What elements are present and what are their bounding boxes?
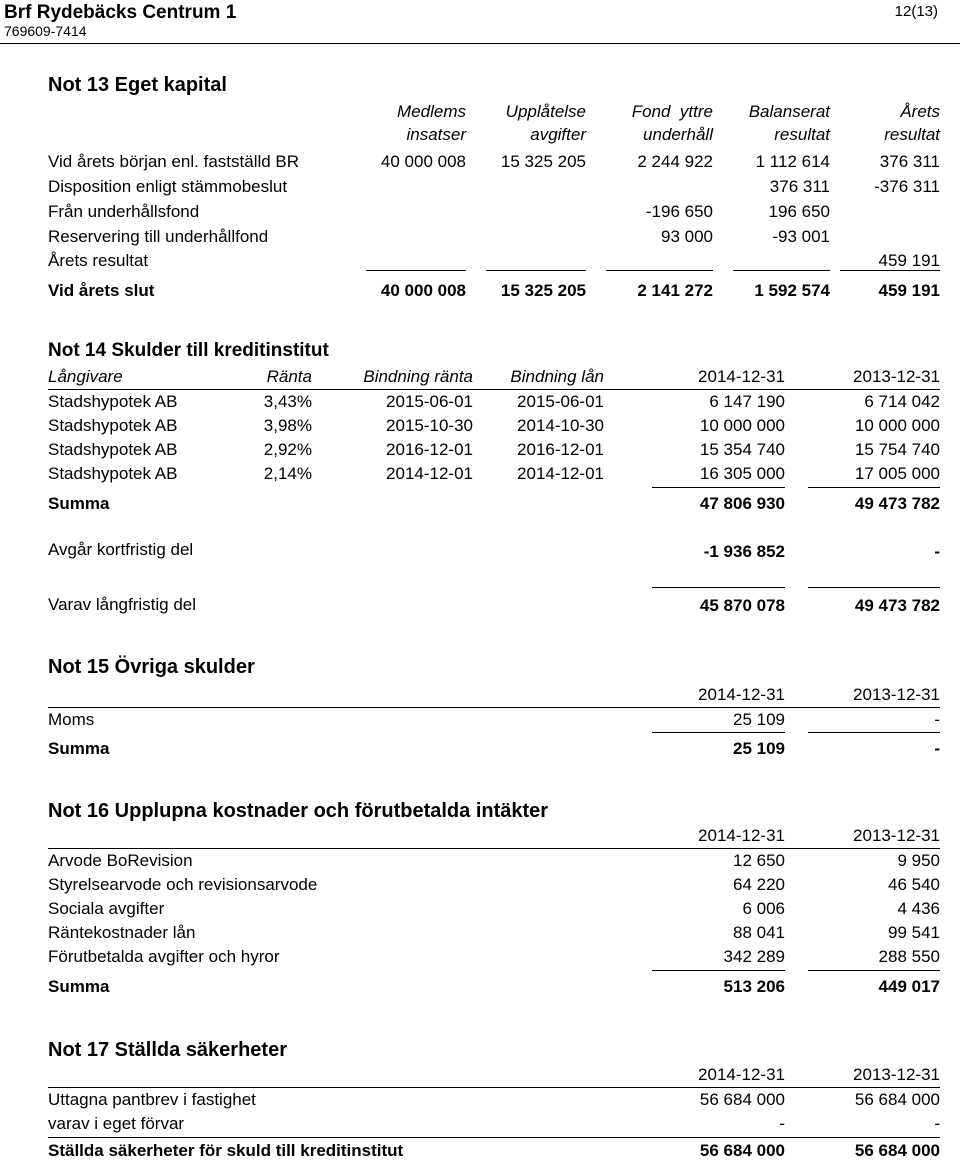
cell: 2016-12-01 (517, 440, 604, 459)
cell: 4 436 (897, 899, 940, 918)
note16-title: Not 16 Upplupna kostnader och förutbetalda intäkter (48, 800, 549, 822)
cell: 12 650 (733, 851, 785, 870)
sum-line (840, 270, 940, 271)
sum-line (808, 970, 940, 971)
cell: 2 244 922 (637, 152, 713, 171)
col-header: resultat (884, 125, 940, 144)
cell: 15 354 740 (699, 440, 785, 459)
row-label: varav i eget förvar (48, 1114, 185, 1133)
row-label: Sociala avgifter (48, 899, 165, 918)
cell: 376 311 (769, 177, 830, 196)
row-label: Arvode BoRevision (48, 851, 193, 870)
cell: 2 141 272 (637, 281, 713, 300)
cell: - (934, 542, 940, 561)
cell: 342 289 (723, 947, 785, 966)
sum-line (808, 587, 940, 588)
row-label: Från underhållsfond (48, 202, 200, 221)
sum-line (652, 587, 785, 588)
header-underline (48, 389, 940, 390)
row-label: Stadshypotek AB (48, 416, 178, 435)
row-label: Förutbetalda avgifter och hyror (48, 947, 280, 966)
note15-title: Not 15 Övriga skulder (48, 656, 255, 678)
cell: -196 650 (645, 202, 713, 221)
col-header: Årets (900, 102, 940, 121)
cell: - (934, 739, 940, 758)
cell: 56 684 000 (854, 1141, 940, 1160)
cell: 6 714 042 (864, 392, 940, 411)
cell: 1 592 574 (754, 281, 830, 300)
cell: 376 311 (879, 152, 940, 171)
row-label: Disposition enligt stämmobeslut (48, 177, 288, 196)
cell: 64 220 (733, 875, 785, 894)
col-header: Balanserat (748, 102, 830, 121)
cell: 9 950 (897, 851, 940, 870)
organization-name: Brf Rydebäcks Centrum 1 (4, 2, 237, 23)
cell: 25 109 (733, 739, 785, 758)
col-header: underhåll (643, 125, 713, 144)
cell: 15 325 205 (500, 152, 586, 171)
col-header: Fond yttre (631, 102, 713, 121)
cell: 17 005 000 (854, 464, 940, 483)
cell: 288 550 (878, 947, 940, 966)
cell: 49 473 782 (854, 494, 940, 513)
col-header: 2014-12-31 (698, 685, 785, 704)
col-header: Medlems (397, 102, 466, 121)
cell: 10 000 000 (854, 416, 940, 435)
cell: 15 754 740 (854, 440, 940, 459)
cell: 513 206 (723, 977, 785, 996)
cell: 56 684 000 (854, 1090, 940, 1109)
col-header: Långivare (48, 367, 123, 386)
cell: 6 147 190 (709, 392, 785, 411)
cell: 1 112 614 (755, 152, 830, 171)
col-header: 2014-12-31 (698, 1065, 785, 1084)
cell: 2014-12-01 (386, 464, 473, 483)
cell: -376 311 (874, 177, 940, 196)
cell: - (779, 1114, 785, 1133)
cell: 2,92% (263, 440, 312, 459)
organization-number: 769609-7414 (4, 23, 87, 39)
cell: 2016-12-01 (386, 440, 473, 459)
cell: 10 000 000 (699, 416, 785, 435)
cell: -93 001 (772, 227, 830, 246)
row-label: Moms (48, 710, 95, 729)
sum-line (652, 732, 785, 733)
row-label: Stadshypotek AB (48, 440, 178, 459)
row-label: Avgår kortfristig del (48, 540, 194, 559)
cell: 56 684 000 (699, 1141, 785, 1160)
col-header: 2014-12-31 (698, 826, 785, 845)
col-header: 2013-12-31 (853, 685, 940, 704)
cell: 2015-10-30 (386, 416, 473, 435)
row-label: Stadshypotek AB (48, 392, 178, 411)
note13-title: Not 13 Eget kapital (48, 74, 227, 96)
row-label: Styrelsearvode och revisionsarvode (48, 875, 318, 894)
header-underline (48, 848, 940, 849)
sum-line (808, 487, 940, 488)
sum-line (652, 487, 785, 488)
col-header: 2013-12-31 (853, 826, 940, 845)
cell: 49 473 782 (854, 596, 940, 615)
cell: 40 000 008 (380, 281, 466, 300)
note14-title: Not 14 Skulder till kreditinstitut (48, 340, 329, 361)
sum-line (48, 1137, 940, 1138)
row-label: Stadshypotek AB (48, 464, 178, 483)
row-label: Räntekostnader lån (48, 923, 196, 942)
cell: 46 540 (888, 875, 940, 894)
cell: 2014-10-30 (517, 416, 604, 435)
cell: 25 109 (733, 710, 785, 729)
cell: 2015-06-01 (386, 392, 473, 411)
col-header: 2013-12-31 (853, 1065, 940, 1084)
row-label: Summa (48, 494, 110, 513)
cell: -1 936 852 (703, 542, 785, 561)
col-header: Bindning lån (510, 367, 604, 386)
header-underline (48, 1087, 940, 1088)
cell: 16 305 000 (699, 464, 785, 483)
cell: 93 000 (661, 227, 713, 246)
cell: 56 684 000 (699, 1090, 785, 1109)
row-label: Årets resultat (48, 251, 149, 270)
cell: 45 870 078 (699, 596, 785, 615)
cell: 459 191 (878, 251, 940, 270)
row-label: Ställda säkerheter för skuld till kreditinstitut (48, 1141, 404, 1160)
page-number: 12(13) (894, 3, 938, 20)
sum-line (808, 732, 940, 733)
cell: 88 041 (733, 923, 785, 942)
cell: 2,14% (263, 464, 312, 483)
cell: 196 650 (768, 202, 830, 221)
note17-title: Not 17 Ställda säkerheter (48, 1039, 287, 1061)
cell: 40 000 008 (380, 152, 466, 171)
cell: 47 806 930 (699, 494, 785, 513)
cell: - (934, 1114, 940, 1133)
cell: 6 006 (742, 899, 785, 918)
row-label: Summa (48, 977, 110, 996)
row-label: Uttagna pantbrev i fastighet (48, 1090, 256, 1109)
row-label: Summa (48, 739, 110, 758)
cell: 3,98% (263, 416, 312, 435)
col-header: resultat (774, 125, 830, 144)
col-header: avgifter (530, 125, 586, 144)
sum-line (606, 270, 713, 271)
row-label: Vid årets början enl. fastställd BR (48, 152, 300, 171)
cell: 3,43% (263, 392, 312, 411)
col-header: 2014-12-31 (698, 367, 785, 386)
col-header: Bindning ränta (363, 367, 473, 386)
col-header: 2013-12-31 (853, 367, 940, 386)
cell: 2015-06-01 (517, 392, 604, 411)
sum-line (733, 270, 830, 271)
cell: 459 191 (878, 281, 940, 300)
col-header: insatser (406, 125, 466, 144)
row-label: Varav långfristig del (48, 595, 197, 614)
sum-line (366, 270, 466, 271)
header-divider (0, 43, 960, 44)
cell: 99 541 (888, 923, 940, 942)
cell: 449 017 (878, 977, 940, 996)
cell: 2014-12-01 (517, 464, 604, 483)
cell: 15 325 205 (500, 281, 586, 300)
col-header: Upplåtelse (505, 102, 586, 121)
sum-line (486, 270, 586, 271)
cell: - (934, 710, 940, 729)
col-header: Ränta (266, 367, 312, 386)
row-label: Reservering till underhållfond (48, 227, 269, 246)
row-label: Vid årets slut (48, 281, 155, 300)
header-underline (48, 707, 940, 708)
sum-line (652, 970, 785, 971)
